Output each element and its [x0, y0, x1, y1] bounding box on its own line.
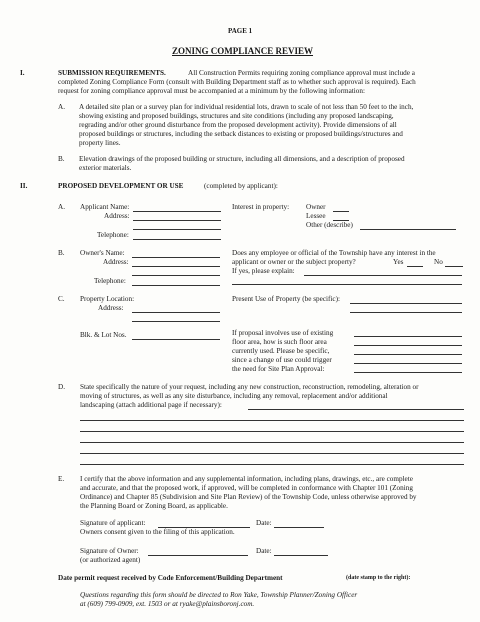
section-1-heading: SUBMISSION REQUIREMENTS. [58, 69, 166, 77]
floor-area-line-1: If proposal involves use of existing [232, 329, 334, 337]
floor-area-line-5: the need for Site Plan Approval: [232, 365, 325, 373]
section-2-heading-suffix: (completed by applicant): [204, 182, 278, 190]
date-stamp-note: (date stamp to the right): [346, 575, 411, 581]
request-line-1: State specifically the nature of your request, including any new construction, reconstruction, remodeling, alteration or [80, 383, 419, 391]
no-label: No [434, 258, 443, 266]
signature-applicant-label: Signature of applicant: [80, 519, 146, 527]
signature-owner-field[interactable] [148, 555, 248, 556]
owners-name-label: Owner's Name: [80, 249, 125, 257]
item-a-line-3: regrading and/or other ground disturbance from the proposed development activity). Provide dimensions of all [79, 121, 397, 129]
township-interest-line-2: applicant or owner or the subject property? [232, 258, 356, 266]
certify-line-3: Ordinance) and Chapter 85 (Subdivision and Site Plan Review) of the Township Code, unless otherwise approved by [80, 493, 417, 501]
request-field-4[interactable] [80, 442, 464, 443]
property-address-label: Address: [98, 304, 124, 312]
yes-label: Yes [393, 258, 404, 266]
certify-line-2: and accurate, and that the proposed work, if approved, will be completed in conformance with Chapter 101 (Zoning [80, 484, 413, 492]
section-1-intro-line-1: All Construction Permits requiring zoning compliance approval must include a [188, 69, 415, 77]
interest-owner-label: Owner [306, 203, 326, 211]
floor-area-line-4: since a change of use could trigger [232, 356, 332, 364]
present-use-field[interactable] [350, 303, 462, 304]
interest-other-label: Other (describe) [306, 221, 353, 229]
present-use-label: Present Use of Property (be specific): [232, 295, 340, 303]
signature-owner-label: Signature of Owner: [80, 547, 139, 555]
item-a-line-1: A detailed site plan or a survey plan for individual residential lots, drawn to scale of not less than 50 feet to the inch, [79, 103, 414, 111]
present-use-field-2[interactable] [350, 312, 462, 313]
applicant-address-field[interactable] [133, 220, 221, 221]
request-field-2[interactable] [80, 420, 464, 421]
request-field-1[interactable] [248, 409, 464, 410]
section-1-intro-line-3: request for zoning compliance approval must be accompanied at a minimum by the following information: [58, 87, 365, 95]
page-title: ZONING COMPLIANCE REVIEW [172, 46, 314, 56]
request-field-6[interactable] [80, 464, 464, 465]
floor-area-field-3[interactable] [354, 354, 462, 355]
item-b-letter: B. [58, 155, 65, 163]
item-b-line-1: Elevation drawings of the proposed building or structure, including all dimensions, and a description of proposed [79, 155, 405, 163]
floor-area-line-2: floor area, how is such floor area [232, 338, 327, 346]
owner-consent-text: Owners consent given to the filing of this application. [80, 528, 235, 536]
section-1-intro-line-2: completed Zoning Compliance Form (consult with Building Department staff as to whether such approval is required). Each [58, 78, 416, 86]
applicant-telephone-label: Telephone: [97, 231, 129, 239]
applicant-date-label: Date: [256, 519, 272, 527]
questions-line-1: Questions regarding this form should be directed to Ron Yake, Township Planner/Zoning Officer [80, 591, 358, 599]
part-e-letter: E. [58, 475, 65, 483]
owner-telephone-field[interactable] [132, 285, 220, 286]
explain-field[interactable] [304, 275, 462, 276]
section-2-heading: PROPOSED DEVELOPMENT OR USE [58, 182, 184, 190]
request-field-3[interactable] [80, 431, 464, 432]
questions-line-2: at (609) 799-0909, ext. 1503 or at ryake@plainsboronj.com. [80, 600, 255, 608]
interest-lessee-label: Lessee [306, 212, 326, 220]
floor-area-field-5[interactable] [354, 372, 462, 373]
part-d-letter: D. [58, 383, 65, 391]
owner-telephone-label: Telephone: [94, 277, 126, 285]
owner-address-field[interactable] [132, 266, 220, 267]
explain-field-2[interactable] [232, 284, 462, 285]
certify-line-1: I certify that the above information and any supplemental information, including plans, drawings, etc., are complete [80, 475, 413, 483]
floor-area-field-2[interactable] [354, 345, 462, 346]
interest-label: Interest in property: [232, 203, 290, 211]
page-label: PAGE 1 [228, 27, 253, 35]
part-c-letter: C. [58, 295, 65, 303]
owners-name-field[interactable] [132, 257, 220, 258]
property-address-field-2[interactable] [132, 321, 220, 322]
item-b-line-2: exterior materials. [79, 164, 132, 172]
property-address-field[interactable] [132, 312, 220, 313]
applicant-date-field[interactable] [274, 527, 324, 528]
interest-owner-field[interactable] [333, 211, 349, 212]
interest-other-field[interactable] [360, 229, 456, 230]
blk-lot-label: Blk. & Lot Nos. [80, 331, 127, 339]
request-line-3: landscaping (attach additional page if necessary): [80, 401, 222, 409]
floor-area-line-3: currently used. Please be specific, [232, 347, 330, 355]
blk-lot-field[interactable] [132, 339, 220, 340]
section-1-number: I. [20, 69, 25, 77]
certify-line-4: the Planning Board or Zoning Board, as applicable. [80, 502, 228, 510]
item-a-line-2: showing existing and proposed buildings, structures and site conditions (including any proposed landscaping, [79, 112, 394, 120]
applicant-telephone-field[interactable] [133, 239, 221, 240]
township-interest-line-1: Does any employee or official of the Township have any interest in the [232, 249, 436, 257]
request-field-5[interactable] [80, 453, 464, 454]
explain-label: If yes, please explain: [232, 267, 295, 275]
floor-area-field-4[interactable] [354, 363, 462, 364]
applicant-address-field-2[interactable] [133, 229, 221, 230]
applicant-name-label: Applicant Name: [80, 203, 130, 211]
floor-area-field-1[interactable] [354, 336, 462, 337]
yes-field[interactable] [407, 266, 423, 267]
owner-address-field-2[interactable] [132, 275, 220, 276]
no-field[interactable] [445, 266, 463, 267]
applicant-address-label: Address: [104, 212, 130, 220]
property-location-label: Property Location: [80, 295, 135, 303]
item-a-line-4: proposed buildings or structures, including the setback distances to existing or proposed buildings/structures and [79, 130, 403, 138]
authorized-agent-text: (or authorized agent) [80, 556, 141, 564]
request-line-2: moving of structures, as well as any site disturbance, including any removal, replacement and/or additional [80, 392, 388, 400]
owner-date-label: Date: [256, 547, 272, 555]
owner-address-label: Address: [103, 258, 129, 266]
part-a-letter: A. [58, 203, 65, 211]
item-a-letter: A. [58, 103, 65, 111]
date-received-label: Date permit request received by Code Enforcement/Building Department [58, 574, 283, 582]
applicant-name-field[interactable] [133, 211, 221, 212]
section-2-number: II. [20, 182, 28, 190]
part-b-letter: B. [58, 249, 65, 257]
item-a-line-5: property lines. [79, 139, 121, 147]
owner-date-field[interactable] [274, 555, 328, 556]
